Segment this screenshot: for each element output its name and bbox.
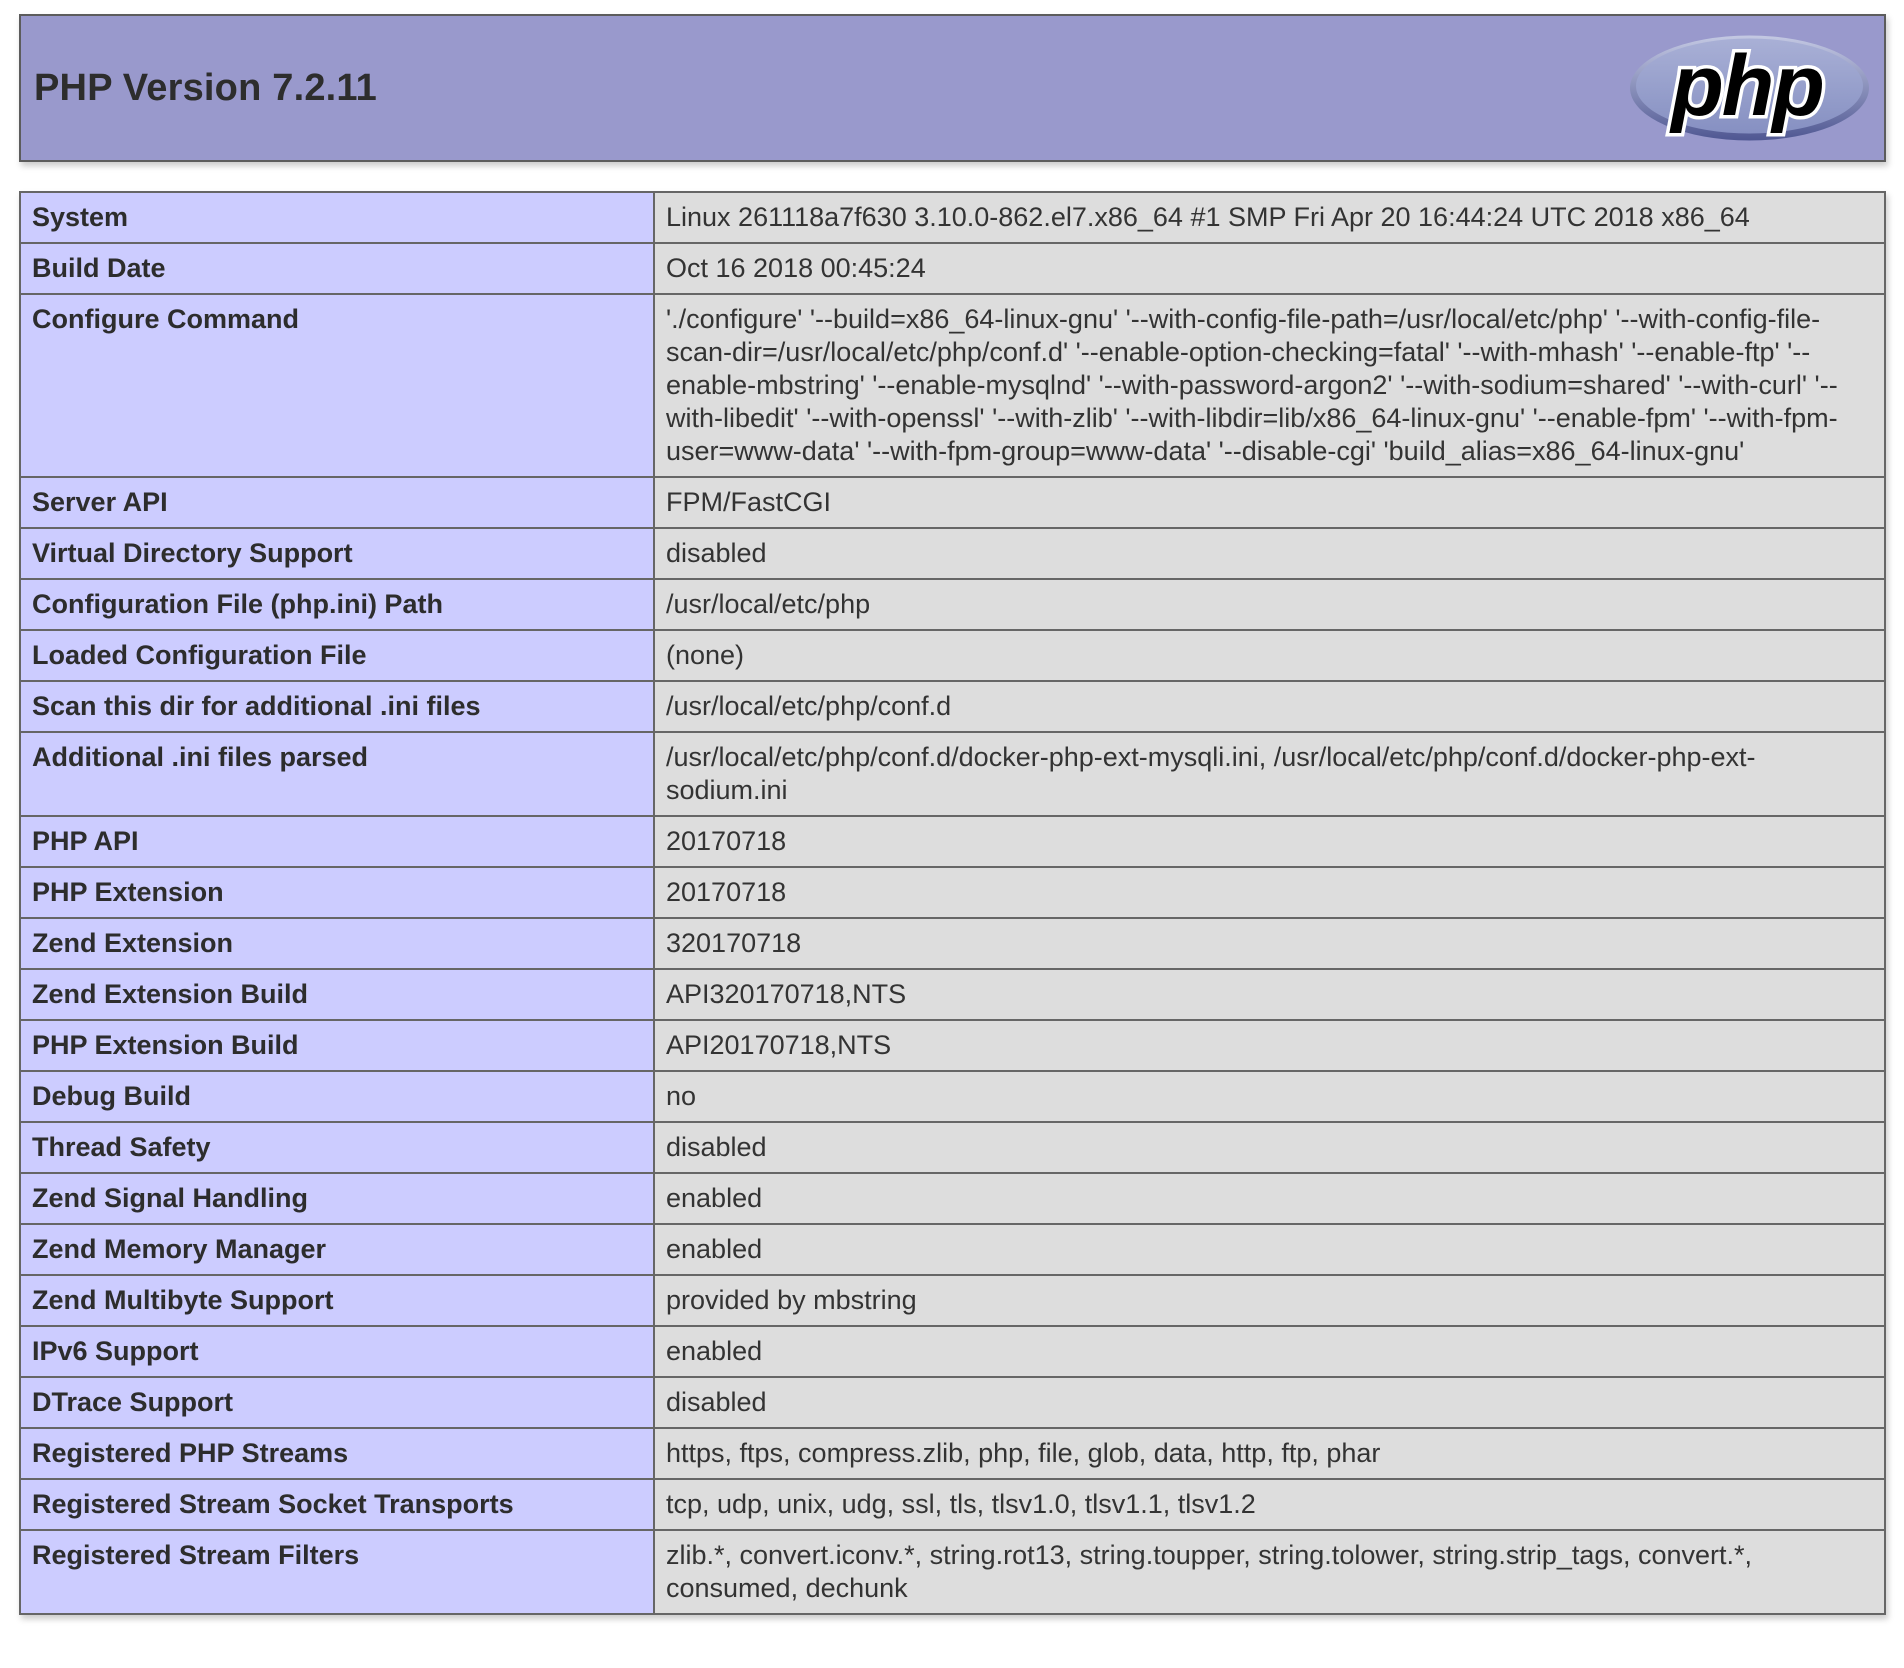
- table-row: [20, 969, 1885, 1020]
- row-value-cell: tcp, udp, unix, udg, ssl, tls, tlsv1.0, tlsv1.1, tlsv1.2: [654, 1479, 1885, 1530]
- table-row: [20, 1377, 1885, 1428]
- row-value-cell: provided by mbstring: [654, 1275, 1885, 1326]
- logo-text: php: [1671, 38, 1823, 134]
- row-label-cell: Zend Signal Handling: [20, 1173, 654, 1224]
- row-value-cell: no: [654, 1071, 1885, 1122]
- row-label-cell: Scan this dir for additional .ini files: [20, 681, 654, 732]
- row-label-cell: Configuration File (php.ini) Path: [20, 579, 654, 630]
- table-row: [20, 732, 1885, 816]
- row-value-cell: disabled: [654, 528, 1885, 579]
- table-row: [20, 1224, 1885, 1275]
- table-row: [20, 294, 1885, 477]
- table-row: [20, 1326, 1885, 1377]
- row-value-cell: /usr/local/etc/php/conf.d: [654, 681, 1885, 732]
- table-row: [20, 1071, 1885, 1122]
- table-row: [20, 477, 1885, 528]
- php-logo-image: [1629, 35, 1870, 141]
- row-label-cell: Loaded Configuration File: [20, 630, 654, 681]
- table-row: [20, 816, 1885, 867]
- table-row: [20, 528, 1885, 579]
- row-label-cell: IPv6 Support: [20, 1326, 654, 1377]
- row-label-cell: PHP Extension Build: [20, 1020, 654, 1071]
- table-row: [20, 1530, 1885, 1614]
- table-row: [20, 243, 1885, 294]
- row-label-cell: Zend Multibyte Support: [20, 1275, 654, 1326]
- table-row: [20, 579, 1885, 630]
- row-label-cell: Zend Extension: [20, 918, 654, 969]
- row-value-cell: zlib.*, convert.iconv.*, string.rot13, string.toupper, string.tolower, string.strip_tags, convert.*, consumed, dechunk: [654, 1530, 1885, 1614]
- row-label-cell: Build Date: [20, 243, 654, 294]
- row-value-cell: FPM/FastCGI: [654, 477, 1885, 528]
- table-row: [20, 681, 1885, 732]
- row-value-cell: API320170718,NTS: [654, 969, 1885, 1020]
- row-label-cell: Virtual Directory Support: [20, 528, 654, 579]
- row-value-cell: 20170718: [654, 816, 1885, 867]
- info-table-body: [20, 192, 1885, 1614]
- row-value-cell: disabled: [654, 1122, 1885, 1173]
- row-value-cell: enabled: [654, 1224, 1885, 1275]
- row-label-cell: Configure Command: [20, 294, 654, 477]
- table-row: [20, 630, 1885, 681]
- page-title: PHP Version 7.2.11: [34, 66, 378, 109]
- row-label-cell: Debug Build: [20, 1071, 654, 1122]
- row-label-cell: Registered Stream Filters: [20, 1530, 654, 1614]
- table-row: [20, 1275, 1885, 1326]
- row-value-cell: https, ftps, compress.zlib, php, file, glob, data, http, ftp, phar: [654, 1428, 1885, 1479]
- row-label-cell: PHP Extension: [20, 867, 654, 918]
- row-value-cell: 320170718: [654, 918, 1885, 969]
- row-value-cell: /usr/local/etc/php: [654, 579, 1885, 630]
- php-logo[interactable]: [1629, 35, 1870, 141]
- phpinfo-page: [19, 14, 1886, 1615]
- row-label-cell: Registered PHP Streams: [20, 1428, 654, 1479]
- row-value-cell: /usr/local/etc/php/conf.d/docker-php-ext-mysqli.ini, /usr/local/etc/php/conf.d/docker-php-ext-sodium.ini: [654, 732, 1885, 816]
- table-row: [20, 918, 1885, 969]
- row-label-cell: Server API: [20, 477, 654, 528]
- row-value-cell: enabled: [654, 1173, 1885, 1224]
- row-label-cell: Zend Extension Build: [20, 969, 654, 1020]
- table-row: [20, 1173, 1885, 1224]
- table-row: [20, 1479, 1885, 1530]
- table-row: [20, 1020, 1885, 1071]
- table-row: [20, 867, 1885, 918]
- table-row: [20, 1122, 1885, 1173]
- row-label-cell: Zend Memory Manager: [20, 1224, 654, 1275]
- row-value-cell: enabled: [654, 1326, 1885, 1377]
- row-label-cell: Thread Safety: [20, 1122, 654, 1173]
- row-value-cell: API20170718,NTS: [654, 1020, 1885, 1071]
- row-label-cell: System: [20, 192, 654, 243]
- row-value-cell: Oct 16 2018 00:45:24: [654, 243, 1885, 294]
- row-label-cell: DTrace Support: [20, 1377, 654, 1428]
- table-row: [20, 192, 1885, 243]
- row-value-cell: disabled: [654, 1377, 1885, 1428]
- php-info-table: [19, 191, 1886, 1615]
- row-value-cell: './configure' '--build=x86_64-linux-gnu' '--with-config-file-path=/usr/local/etc/php' '--with-config-file-scan-dir=/usr/local/etc/php/conf.d' '--enable-option-checking=fatal' '--with-mhash' '--enable-ftp' '--enable-mbstring' '--enable-mysqlnd' '--with-password-argon2' '--with-sodium=shared' '--with-curl' '--with-libedit' '--with-openssl' '--with-zlib' '--with-libdir=lib/x86_64-linux-gnu' '--enable-fpm' '--with-fpm-user=www-data' '--with-fpm-group=www-data' '--disable-cgi' 'build_alias=x86_64-linux-gnu': [654, 294, 1885, 477]
- row-value-cell: (none): [654, 630, 1885, 681]
- row-label-cell: PHP API: [20, 816, 654, 867]
- table-row: [20, 1428, 1885, 1479]
- row-label-cell: Additional .ini files parsed: [20, 732, 654, 816]
- row-value-cell: 20170718: [654, 867, 1885, 918]
- row-value-cell: Linux 261118a7f630 3.10.0-862.el7.x86_64 #1 SMP Fri Apr 20 16:44:24 UTC 2018 x86_64: [654, 192, 1885, 243]
- php-header: [19, 14, 1886, 162]
- row-label-cell: Registered Stream Socket Transports: [20, 1479, 654, 1530]
